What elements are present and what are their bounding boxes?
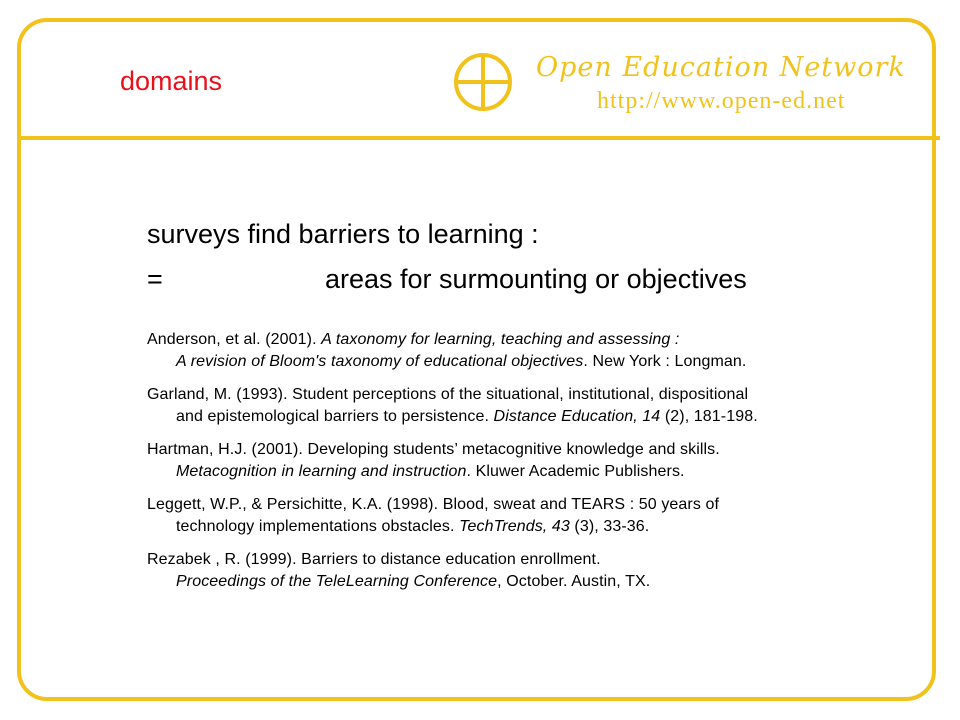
brand-name: Open Education Network: [536, 52, 906, 83]
reference-text: . Kluwer Academic Publishers.: [466, 463, 685, 480]
reference-title: Metacognition in learning and instruction: [176, 463, 467, 480]
reference-text: Hartman, H.J. (2001). Developing students’ metacognitive knowledge and skills.: [147, 441, 720, 458]
reference-text: Garland, M. (1993). Student perceptions of the situational, institutional, dispositional: [147, 386, 749, 403]
reference-text: (2), 181-198.: [660, 408, 758, 425]
heading-line-2: [147, 264, 747, 295]
reference-text: Rezabek , R. (1999). Barriers to distance education enrollment.: [147, 551, 601, 568]
reference-item: [147, 329, 867, 373]
header-divider: [17, 136, 940, 140]
equals-sign: =: [147, 264, 163, 294]
reference-title: A taxonomy for learning, teaching and assessing :: [321, 331, 680, 348]
reference-journal: Distance Education, 14: [493, 408, 661, 425]
reference-text: , October. Austin, TX.: [497, 573, 651, 590]
slide-title: domains: [120, 66, 223, 96]
reference-text: and epistemological barriers to persistence.: [176, 408, 494, 425]
reference-item: [147, 549, 867, 593]
reference-title: Proceedings of the TeleLearning Conference: [176, 573, 498, 590]
heading-line-1: surveys find barriers to learning :: [147, 219, 539, 249]
reference-journal: TechTrends, 43: [459, 518, 570, 535]
reference-text: . New York : Longman.: [583, 353, 747, 370]
reference-text: technology implementations obstacles.: [176, 518, 460, 535]
brand-url[interactable]: http://www.open-ed.net: [597, 88, 846, 114]
reference-item: [147, 384, 867, 428]
heading-line-2-text: areas for surmounting or objectives: [325, 264, 747, 294]
reference-item: [147, 494, 867, 538]
reference-text: Anderson, et al. (2001).: [147, 331, 322, 348]
reference-text: (3), 33-36.: [569, 518, 650, 535]
reference-text: Leggett, W.P., & Persichitte, K.A. (1998). Blood, sweat and TEARS : 50 years of: [147, 496, 720, 513]
reference-list: [147, 329, 867, 604]
reference-item: [147, 439, 867, 483]
circle-cross-icon: [452, 51, 514, 113]
reference-title: A revision of Bloom's taxonomy of educational objectives: [176, 353, 584, 370]
